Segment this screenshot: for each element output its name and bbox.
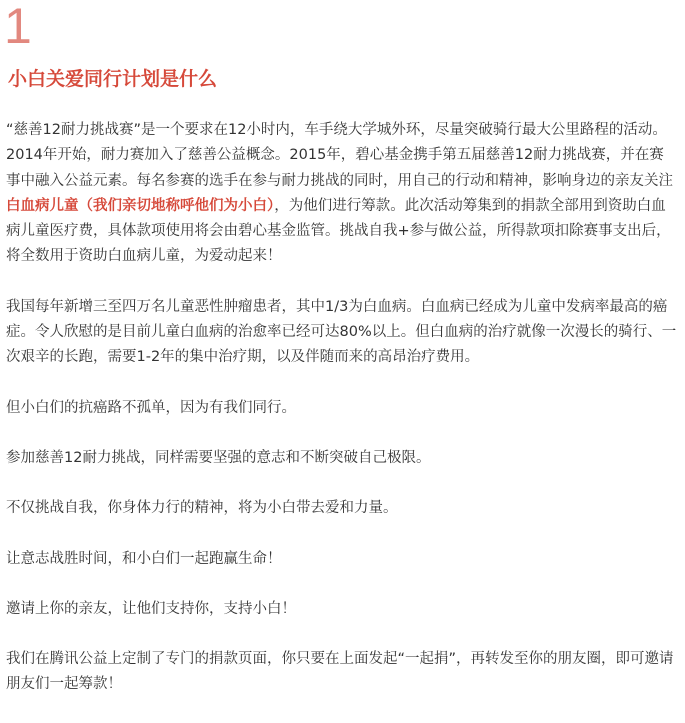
paragraph-not-alone: 但小白们的抗癌路不孤单，因为有我们同行。 xyxy=(6,399,296,416)
paragraph-intro xyxy=(6,118,678,270)
section-title: 小白关爱同行计划是什么 xyxy=(8,68,218,90)
paragraph-intro-text-after: ，为他们进行筹款。此次活动筹集到的捐款全部用到资助白血病儿童医疗费，具体款项使用将会由碧心基金监管。挑战自我+参与做公益，所得款项扣除赛事支出后，将全数用于资助白血病儿童，为爱动起来！ xyxy=(6,197,671,265)
paragraph-intro-text-before: “慈善12耐力挑战赛”是一个要求在12小时内，车手绕大学城外环，尽量突破骑行最大公里路程的活动。2014年开始，耐力赛加入了慈善公益概念。2015年，碧心基金携手第五届慈善12耐力挑战赛，并在赛事中融入公益元素。每名参赛的选手在参与耐力挑战的同时，用自己的行动和精神，影响身边的亲友关注 xyxy=(6,122,673,189)
article-body xyxy=(6,118,678,723)
paragraph-spirit: 不仅挑战自我，你身体力行的精神，将为小白带去爱和力量。 xyxy=(6,500,398,517)
paragraph-challenge: 参加慈善12耐力挑战，同样需要坚强的意志和不断突破自己极限。 xyxy=(6,449,431,466)
section-number: 1 xyxy=(4,0,32,54)
paragraph-invite: 邀请上你的亲友，让他们支持你，支持小白！ xyxy=(6,600,296,617)
paragraph-win-life: 让意志战胜时间，和小白们一起跑赢生命！ xyxy=(6,550,282,567)
paragraph-donation-page: 我们在腾讯公益上定制了专门的捐款页面，你只要在上面发起“一起捐”，再转发至你的朋友圈，即可邀请朋友们一起筹款！ xyxy=(6,651,674,693)
highlight-leukemia-children: 白血病儿童（我们亲切地称呼他们为小白） xyxy=(6,197,275,214)
paragraph-statistics: 我国每年新增三至四万名儿童恶性肿瘤患者，其中1/3为白血病。白血病已经成为儿童中发病率最高的癌症。令人欣慰的是目前儿童白血病的治愈率已经可达80%以上。但白血病的治疗就像一次漫长的骑行、一次艰辛的长跑，需要1-2年的集中治疗期，以及伴随而来的高昂治疗费用。 xyxy=(6,298,677,366)
